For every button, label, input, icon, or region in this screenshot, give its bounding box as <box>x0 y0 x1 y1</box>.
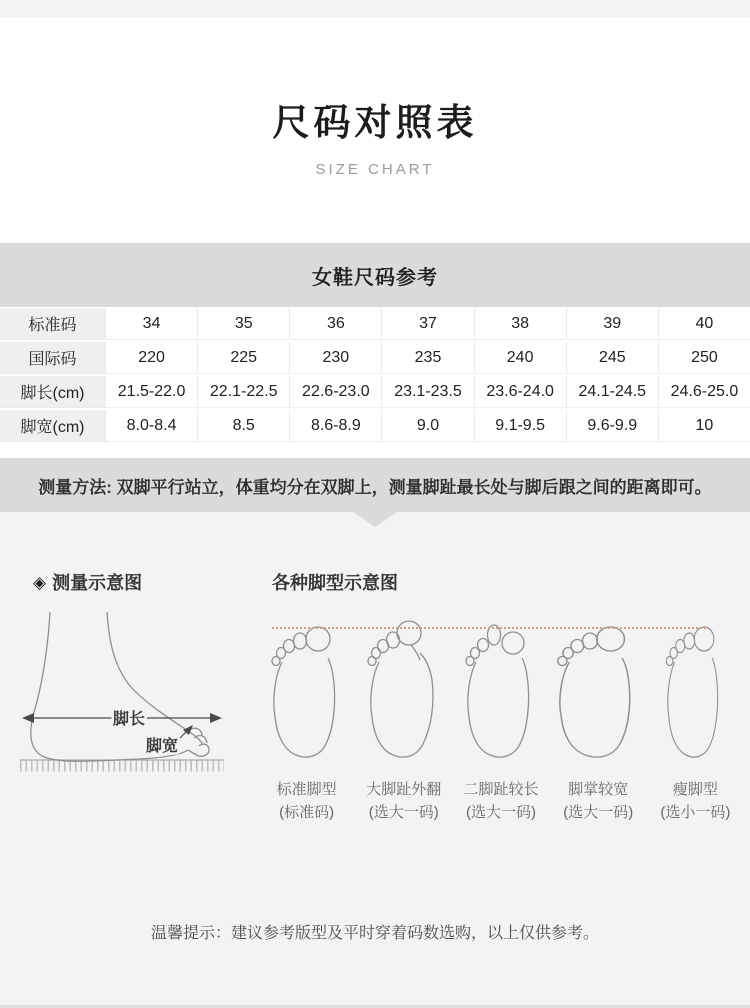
table-row <box>0 308 750 340</box>
row-label: 国际码 <box>0 342 105 374</box>
foot-valgus-illustration <box>359 614 449 766</box>
table-cell: 22.6-23.0 <box>289 376 381 408</box>
foot-standard-illustration <box>262 614 352 766</box>
table-cell: 9.6-9.9 <box>566 410 658 442</box>
table-row <box>0 376 750 408</box>
measure-method-text: 测量方法: 双脚平行站立，体重均分在双脚上，测量脚趾最长处与脚后跟之间的距离即可。 <box>0 458 750 512</box>
table-cell: 240 <box>474 342 566 374</box>
table-cell: 10 <box>658 410 750 442</box>
foot-type-label <box>258 778 355 825</box>
table-cell: 22.1-22.5 <box>197 376 289 408</box>
foot-type-labels <box>258 778 744 825</box>
foot-type-advice: (选小一码) <box>660 804 731 822</box>
foot-type-advice: (选大一码) <box>466 804 536 822</box>
page-subtitle: SIZE CHART <box>315 161 435 178</box>
foot-type-name: 标准脚型 <box>276 781 337 798</box>
foot-type-label <box>647 778 744 825</box>
foot-type-name: 二脚趾较长 <box>463 781 539 798</box>
table-cell: 38 <box>474 308 566 340</box>
toe-alignment-dotted-line <box>272 627 706 629</box>
foot-type-name: 大脚趾外翻 <box>366 781 442 798</box>
table-cell: 37 <box>381 308 473 340</box>
foot-length-label: 脚长 <box>112 711 146 728</box>
table-cell: 21.5-22.0 <box>105 376 197 408</box>
table-cell: 8.0-8.4 <box>105 410 197 442</box>
table-cell: 40 <box>658 308 750 340</box>
table-cell: 235 <box>381 342 473 374</box>
table-cell: 225 <box>197 342 289 374</box>
table-cell: 35 <box>197 308 289 340</box>
table-cell: 34 <box>105 308 197 340</box>
page-title: 尺码对照表 <box>272 102 478 143</box>
foot-wide-illustration <box>553 614 643 766</box>
table-cell: 39 <box>566 308 658 340</box>
foot-type-label <box>452 778 549 825</box>
section-title-measure <box>33 569 142 595</box>
foot-type-name: 瘦脚型 <box>672 781 718 798</box>
foot-type-advice: (标准码) <box>279 804 335 822</box>
foot-thin-illustration <box>650 614 740 766</box>
foot-type-label <box>550 778 647 825</box>
size-table <box>0 308 750 444</box>
foot-type-advice: (选大一码) <box>563 804 634 822</box>
foot-measure-diagram <box>12 608 232 780</box>
table-cell: 8.5 <box>197 410 289 442</box>
table-cell: 36 <box>289 308 381 340</box>
table-cell: 8.6-8.9 <box>289 410 381 442</box>
foot-type-advice: (选大一码) <box>368 804 439 822</box>
top-strip <box>0 0 750 18</box>
table-cell: 250 <box>658 342 750 374</box>
table-cell: 23.6-24.0 <box>474 376 566 408</box>
foot-types-title-text: 各种脚型示意图 <box>272 573 398 593</box>
section-title-foot-types <box>272 569 398 595</box>
foot-width-label: 脚宽 <box>145 738 179 755</box>
foot-type-illustrations <box>262 614 740 766</box>
table-row <box>0 342 750 374</box>
foot-long-second-toe-illustration <box>456 614 546 766</box>
footer-tip: 温馨提示：建议参考版型及平时穿着码数选购，以上仅供参考。 <box>150 925 599 942</box>
foot-type-label <box>355 778 452 825</box>
diamond-icon: ◈ <box>33 572 47 592</box>
table-cell: 24.1-24.5 <box>566 376 658 408</box>
table-cell: 9.0 <box>381 410 473 442</box>
table-cell: 24.6-25.0 <box>658 376 750 408</box>
foot-type-name: 脚掌较宽 <box>568 781 629 798</box>
table-cell: 220 <box>105 342 197 374</box>
table-cell: 23.1-23.5 <box>381 376 473 408</box>
table-header: 女鞋尺码参考 <box>0 243 750 307</box>
table-cell: 245 <box>566 342 658 374</box>
row-label: 脚宽(cm) <box>0 410 105 442</box>
notch-triangle <box>353 512 397 527</box>
table-cell: 9.1-9.5 <box>474 410 566 442</box>
table-row <box>0 410 750 442</box>
row-label: 脚长(cm) <box>0 376 105 408</box>
table-cell: 230 <box>289 342 381 374</box>
row-label: 标准码 <box>0 308 105 340</box>
measure-title-text: 测量示意图 <box>52 573 143 593</box>
